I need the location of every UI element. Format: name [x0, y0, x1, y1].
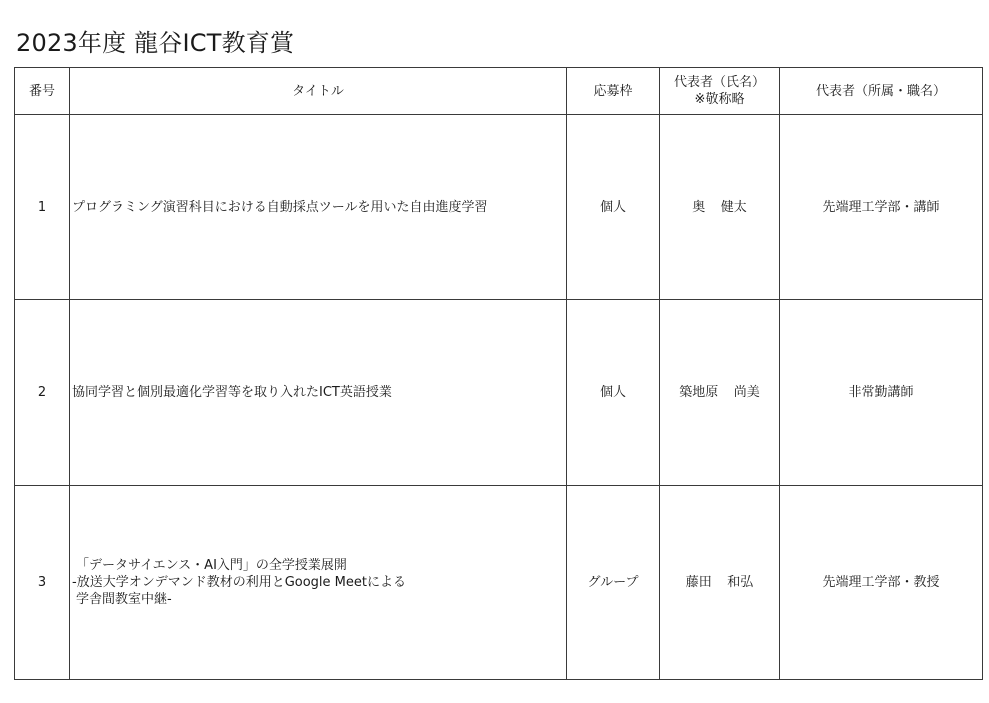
- awards-table: [14, 67, 983, 680]
- row-affiliation: 先端理工学部・教授: [780, 486, 983, 680]
- row-name-family: 奥: [692, 199, 706, 215]
- row-title-line: 「データサイエンス・AI入門」の全学授業展開: [76, 558, 347, 573]
- row-title-line: 学舎間教室中継-: [76, 592, 172, 607]
- header-title: タイトル: [70, 68, 567, 115]
- table-row: [15, 300, 983, 486]
- header-representative-affiliation: 代表者（所属・職名）: [780, 68, 983, 115]
- row-category: 個人: [567, 115, 660, 300]
- table-row: [15, 486, 983, 680]
- row-name-family: 藤田: [685, 575, 712, 590]
- row-number: 1: [15, 115, 70, 300]
- row-affiliation: 非常勤講師: [780, 300, 983, 486]
- row-affiliation: 先端理工学部・講師: [780, 115, 983, 300]
- header-category: 応募枠: [567, 68, 660, 115]
- row-category: 個人: [567, 300, 660, 486]
- row-representative-name: [660, 115, 780, 300]
- row-title-line: 協同学習と個別最適化学習等を取り入れたICT英語授業: [72, 385, 392, 400]
- row-number: 2: [15, 300, 70, 486]
- row-title-line: プログラミング演習科目における自動採点ツールを用いた自由進度学習: [72, 199, 488, 215]
- page-title: 2023年度 龍谷ICT教育賞: [16, 29, 295, 57]
- row-representative-name: [660, 486, 780, 680]
- row-title: [70, 115, 567, 300]
- row-category: グループ: [567, 486, 660, 680]
- row-title-line: -放送大学オンデマンド教材の利用とGoogle Meetによる: [72, 575, 406, 590]
- table-row: [15, 115, 983, 300]
- row-number: 3: [15, 486, 70, 680]
- row-representative-name: [660, 300, 780, 486]
- row-name-family: 築地原: [679, 385, 719, 400]
- header-representative-name-note: ※敬称略: [694, 92, 745, 107]
- table-header-row: [15, 68, 983, 115]
- row-title: [70, 486, 567, 680]
- header-representative-name-label: 代表者（氏名）: [673, 75, 765, 90]
- header-number: 番号: [15, 68, 70, 115]
- row-name-given: 和弘: [727, 575, 754, 590]
- row-name-given: 尚美: [733, 385, 760, 400]
- row-name-given: 健太: [720, 199, 747, 215]
- row-title: [70, 300, 567, 486]
- header-representative-name: [660, 68, 780, 115]
